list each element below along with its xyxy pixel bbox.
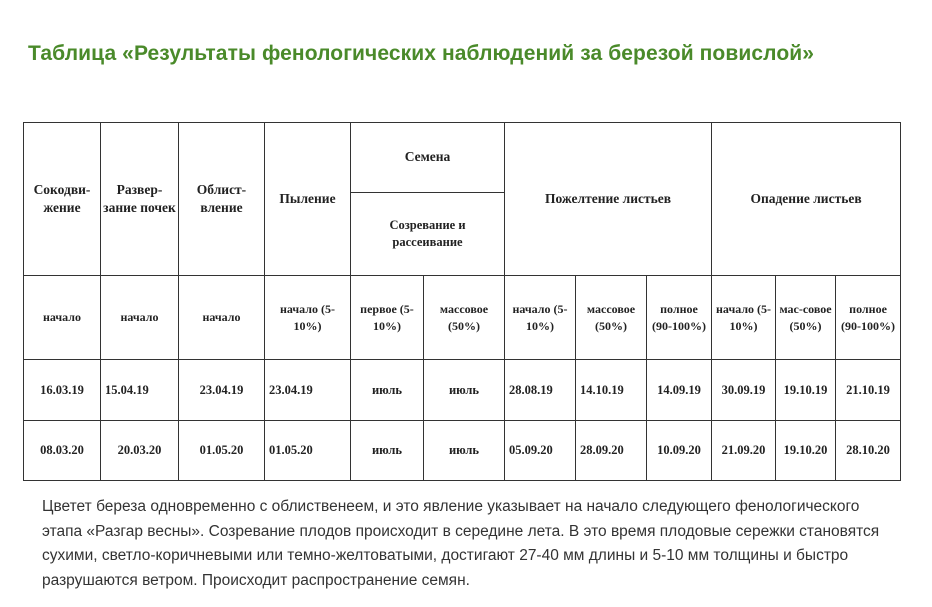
header-seeds: Семена [351, 123, 505, 193]
subheader-cell: первое (5-10%) [351, 276, 424, 360]
table-cell: 23.04.19 [179, 360, 265, 421]
table-cell: 21.10.19 [836, 360, 901, 421]
table-cell: 10.09.20 [647, 421, 712, 481]
table-cell: 19.10.20 [776, 421, 836, 481]
subheader-cell: полное (90-100%) [647, 276, 712, 360]
table-row [24, 421, 901, 481]
table-row [24, 360, 901, 421]
table-cell: 28.08.19 [505, 360, 576, 421]
page-title: Таблица «Результаты фенологических наблюдений за березой повислой» [28, 42, 815, 65]
table-cell: 05.09.20 [505, 421, 576, 481]
subheader-cell: мас-совое (50%) [776, 276, 836, 360]
table-cell: 16.03.19 [24, 360, 101, 421]
subheader-cell: начало [101, 276, 179, 360]
table-cell: 30.09.19 [712, 360, 776, 421]
header-seeds-sub: Созревание и рассеивание [351, 193, 505, 276]
table-cell: 15.04.19 [101, 360, 179, 421]
header-bud-break: Развер-зание почек [101, 123, 179, 276]
table-cell: июль [424, 421, 505, 481]
table-cell: 20.03.20 [101, 421, 179, 481]
table-cell: 01.05.20 [265, 421, 351, 481]
subheader-cell: начало (5-10%) [505, 276, 576, 360]
header-sap-flow: Сокодви-жение [24, 123, 101, 276]
header-leafing: Облист-вление [179, 123, 265, 276]
subheader-cell: начало (5-10%) [265, 276, 351, 360]
table-cell: 08.03.20 [24, 421, 101, 481]
table-cell: июль [351, 421, 424, 481]
table-cell: 14.09.19 [647, 360, 712, 421]
table-cell: 19.10.19 [776, 360, 836, 421]
header-dusting: Пыление [265, 123, 351, 276]
table-cell: июль [424, 360, 505, 421]
table-cell: 28.10.20 [836, 421, 901, 481]
subheader-cell: начало (5-10%) [712, 276, 776, 360]
subheader-cell: массовое (50%) [576, 276, 647, 360]
table-cell: 14.10.19 [576, 360, 647, 421]
description-paragraph: Цветет береза одновременно с облиственеем, и это явление указывает на начало следующего фенологического этапа «Разгар весны». Созревание плодов происходит в середине лета. В это время плодовые сережки становятся сухими, светло-коричневыми или темно-желтоватыми, достигают 27-40 мм длины и 5-10 мм толщины и быстро разрушаются ветром. Происходит распространение семян. [42, 498, 880, 589]
subheader-cell: начало [24, 276, 101, 360]
table-cell: 28.09.20 [576, 421, 647, 481]
subheader-cell: полное (90-100%) [836, 276, 901, 360]
table-cell: 23.04.19 [265, 360, 351, 421]
table-cell: 21.09.20 [712, 421, 776, 481]
header-yellowing: Пожелтение листьев [505, 123, 712, 276]
header-leaf-fall: Опадение листьев [712, 123, 901, 276]
subheader-cell: массовое (50%) [424, 276, 505, 360]
table-cell: июль [351, 360, 424, 421]
phenology-table [23, 122, 901, 481]
table-cell: 01.05.20 [179, 421, 265, 481]
subheader-cell: начало [179, 276, 265, 360]
